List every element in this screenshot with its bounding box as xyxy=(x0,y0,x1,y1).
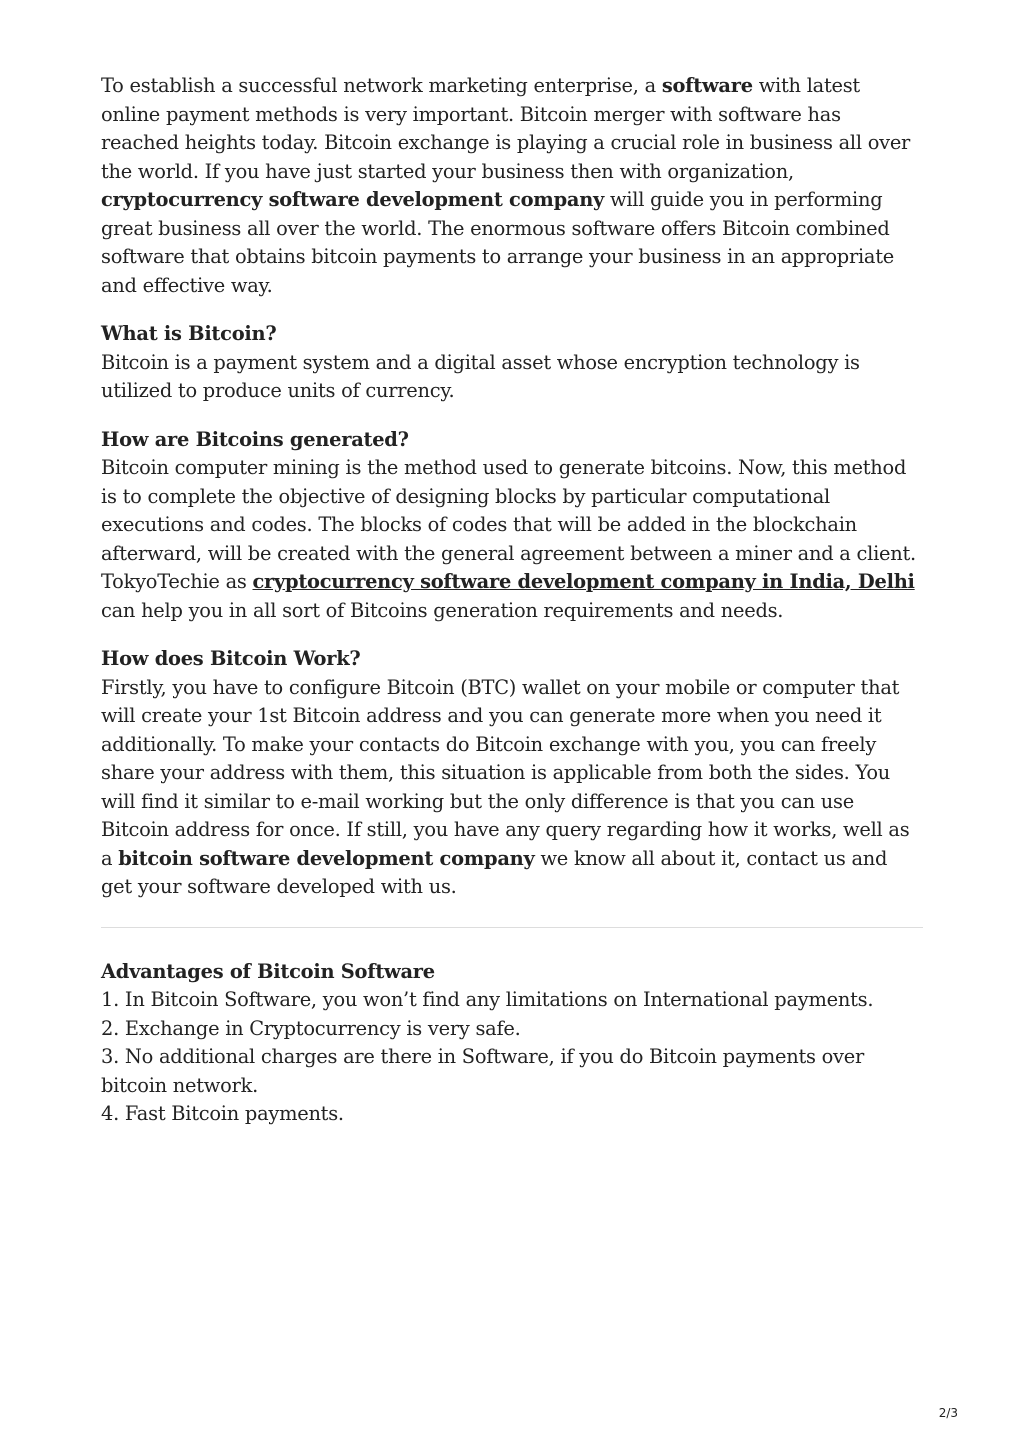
section-divider xyxy=(101,927,923,928)
heading-how-generated: How are Bitcoins generated? xyxy=(101,427,409,451)
article-content xyxy=(101,72,923,1129)
heading-what-is-bitcoin: What is Bitcoin? xyxy=(101,322,277,345)
paragraph-how-works xyxy=(101,674,923,902)
intro-text-2: with latest online payment methods is very important. Bitcoin merger with software has reached heights today. Bitcoin exchange is playing a crucial role in business all over the world. If you have just started your business then with organization, xyxy=(101,74,911,183)
company-india-delhi-link[interactable]: cryptocurrency software development company in India, Delhi xyxy=(252,570,915,593)
heading-advantages: Advantages of Bitcoin Software xyxy=(101,959,435,983)
heading-how-works: How does Bitcoin Work? xyxy=(101,647,361,670)
generated-text-1: Bitcoin computer mining is the method used to generate bitcoins. Now, this method is to complete the objective of designing blocks by particular computational executions and codes. The blocks of codes that will be added in the blockchain afterward, will be created with the general agreement between a miner and a client. TokyoTechie as xyxy=(101,456,916,593)
advantages-list xyxy=(101,986,923,1129)
intro-bold-software: software xyxy=(661,74,753,97)
section-how-works xyxy=(101,645,923,902)
list-item: 2. Exchange in Cryptocurrency is very safe. xyxy=(101,1016,521,1040)
intro-bold-company: cryptocurrency software development company xyxy=(101,188,605,211)
section-how-generated xyxy=(101,426,923,626)
paragraph-how-generated xyxy=(101,454,923,625)
section-what-is-bitcoin xyxy=(101,320,923,406)
intro-text-1: To establish a successful network marketing enterprise, a xyxy=(101,74,662,97)
paragraph-what-is-bitcoin: Bitcoin is a payment system and a digital asset whose encryption technology is utilized to produce units of currency. xyxy=(101,350,860,402)
list-item: 3. No additional charges are there in Software, if you do Bitcoin payments over bitcoin network. xyxy=(101,1045,864,1097)
intro-text-3: will guide you in performing great business all over the world. The enormous software offers Bitcoin combined software that obtains bitcoin payments to arrange your business in an appropriate and effective way. xyxy=(101,188,895,297)
section-advantages xyxy=(101,958,923,1129)
list-item: 1. In Bitcoin Software, you won’t find any limitations on International payments. xyxy=(101,988,874,1011)
list-item: 4. Fast Bitcoin payments. xyxy=(101,1102,344,1125)
works-bold-company: bitcoin software development company xyxy=(118,846,535,870)
generated-text-2: can help you in all sort of Bitcoins generation requirements and needs. xyxy=(101,598,784,622)
intro-paragraph xyxy=(101,72,923,300)
works-text-1: Firstly, you have to configure Bitcoin (BTC) wallet on your mobile or computer that will create your 1st Bitcoin address and you can generate more when you need it additionally. To make your contacts do Bitcoin exchange with you, you can freely share your address with them, this situation is applicable from both the sides. You will find it similar to e-mail working but the only difference is that you can use Bitcoin address for once. If still, you have any query regarding how it works, well as a xyxy=(101,675,910,870)
works-text-2: we know all about it, contact us and get your software developed with us. xyxy=(101,846,888,898)
page-number: 2/3 xyxy=(938,1406,958,1420)
